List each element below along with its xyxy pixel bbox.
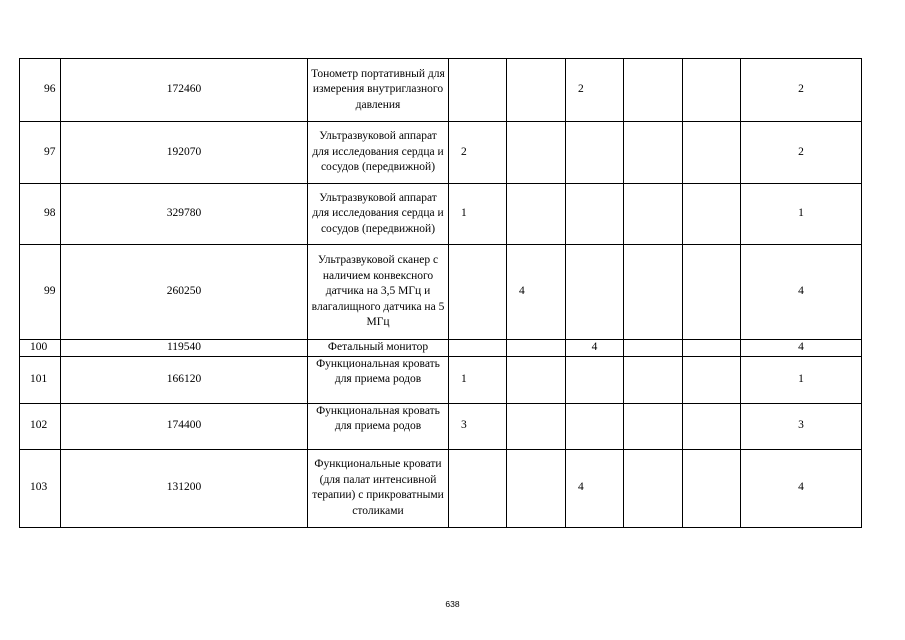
table-row: [20, 403, 862, 449]
qty-col-2: [507, 449, 566, 527]
qty-col-1: 2: [449, 122, 507, 184]
qty-col-2: [507, 340, 566, 357]
qty-col-1: [449, 245, 507, 340]
qty-col-3: 2: [566, 59, 624, 122]
qty-col-3: [566, 184, 624, 245]
item-code: 329780: [61, 184, 308, 245]
qty-col-5: [683, 245, 741, 340]
qty-col-4: [624, 245, 683, 340]
qty-col-1: [449, 59, 507, 122]
equipment-table: [19, 58, 862, 528]
row-number: 97: [20, 122, 61, 184]
qty-col-4: [624, 356, 683, 403]
qty-col-2: [507, 356, 566, 403]
qty-col-5: [683, 122, 741, 184]
qty-col-5: [683, 184, 741, 245]
qty-col-1: [449, 449, 507, 527]
row-number: 102: [20, 403, 61, 449]
qty-col-4: [624, 184, 683, 245]
qty-col-5: [683, 449, 741, 527]
qty-col-4: [624, 122, 683, 184]
qty-col-4: [624, 340, 683, 357]
table-row: [20, 340, 862, 357]
row-number: 96: [20, 59, 61, 122]
qty-total: 2: [741, 122, 862, 184]
qty-total: 1: [741, 184, 862, 245]
item-name: Ультразвуковой аппарат для исследования сердца и сосудов (передвижной): [308, 122, 449, 184]
item-code: 192070: [61, 122, 308, 184]
qty-col-5: [683, 403, 741, 449]
table-row: [20, 449, 862, 527]
qty-col-1: 1: [449, 184, 507, 245]
table-row: [20, 59, 862, 122]
qty-col-5: [683, 59, 741, 122]
item-name: Функциональная кровать для приема родов: [308, 356, 449, 403]
qty-col-3: [566, 403, 624, 449]
qty-col-4: [624, 59, 683, 122]
row-number: 99: [20, 245, 61, 340]
item-code: 166120: [61, 356, 308, 403]
qty-col-3: 4: [566, 340, 624, 357]
page-number: 638: [445, 599, 460, 609]
table-row: [20, 184, 862, 245]
item-name: Ультразвуковой сканер с наличием конвексного датчика на 3,5 МГц и влагалищного датчика на 5 МГц: [308, 245, 449, 340]
qty-col-4: [624, 449, 683, 527]
item-code: 174400: [61, 403, 308, 449]
item-code: 260250: [61, 245, 308, 340]
qty-col-2: [507, 59, 566, 122]
qty-col-2: [507, 403, 566, 449]
item-name: Фетальный монитор: [308, 340, 449, 357]
item-code: 131200: [61, 449, 308, 527]
qty-total: 2: [741, 59, 862, 122]
item-name: Ультразвуковой аппарат для исследования сердца и сосудов (передвижной): [308, 184, 449, 245]
qty-col-2: [507, 184, 566, 245]
qty-col-2: 4: [507, 245, 566, 340]
item-code: 119540: [61, 340, 308, 357]
qty-col-1: [449, 340, 507, 357]
row-number: 103: [20, 449, 61, 527]
qty-col-5: [683, 356, 741, 403]
qty-col-3: [566, 122, 624, 184]
table-row: [20, 245, 862, 340]
qty-col-3: [566, 356, 624, 403]
qty-total: 3: [741, 403, 862, 449]
qty-col-3: [566, 245, 624, 340]
item-name: Функциональные кровати (для палат интенсивной терапии) с прикроватными столиками: [308, 449, 449, 527]
qty-col-1: 3: [449, 403, 507, 449]
item-name: Тонометр портативный для измерения внутриглазного давления: [308, 59, 449, 122]
qty-total: 4: [741, 449, 862, 527]
item-name: Функциональная кровать для приема родов: [308, 403, 449, 449]
qty-col-4: [624, 403, 683, 449]
row-number: 100: [20, 340, 61, 357]
qty-col-1: 1: [449, 356, 507, 403]
table-row: [20, 122, 862, 184]
qty-total: 4: [741, 245, 862, 340]
qty-col-2: [507, 122, 566, 184]
qty-col-3: 4: [566, 449, 624, 527]
table-row: [20, 356, 862, 403]
qty-col-5: [683, 340, 741, 357]
item-code: 172460: [61, 59, 308, 122]
row-number: 98: [20, 184, 61, 245]
qty-total: 4: [741, 340, 862, 357]
qty-total: 1: [741, 356, 862, 403]
row-number: 101: [20, 356, 61, 403]
